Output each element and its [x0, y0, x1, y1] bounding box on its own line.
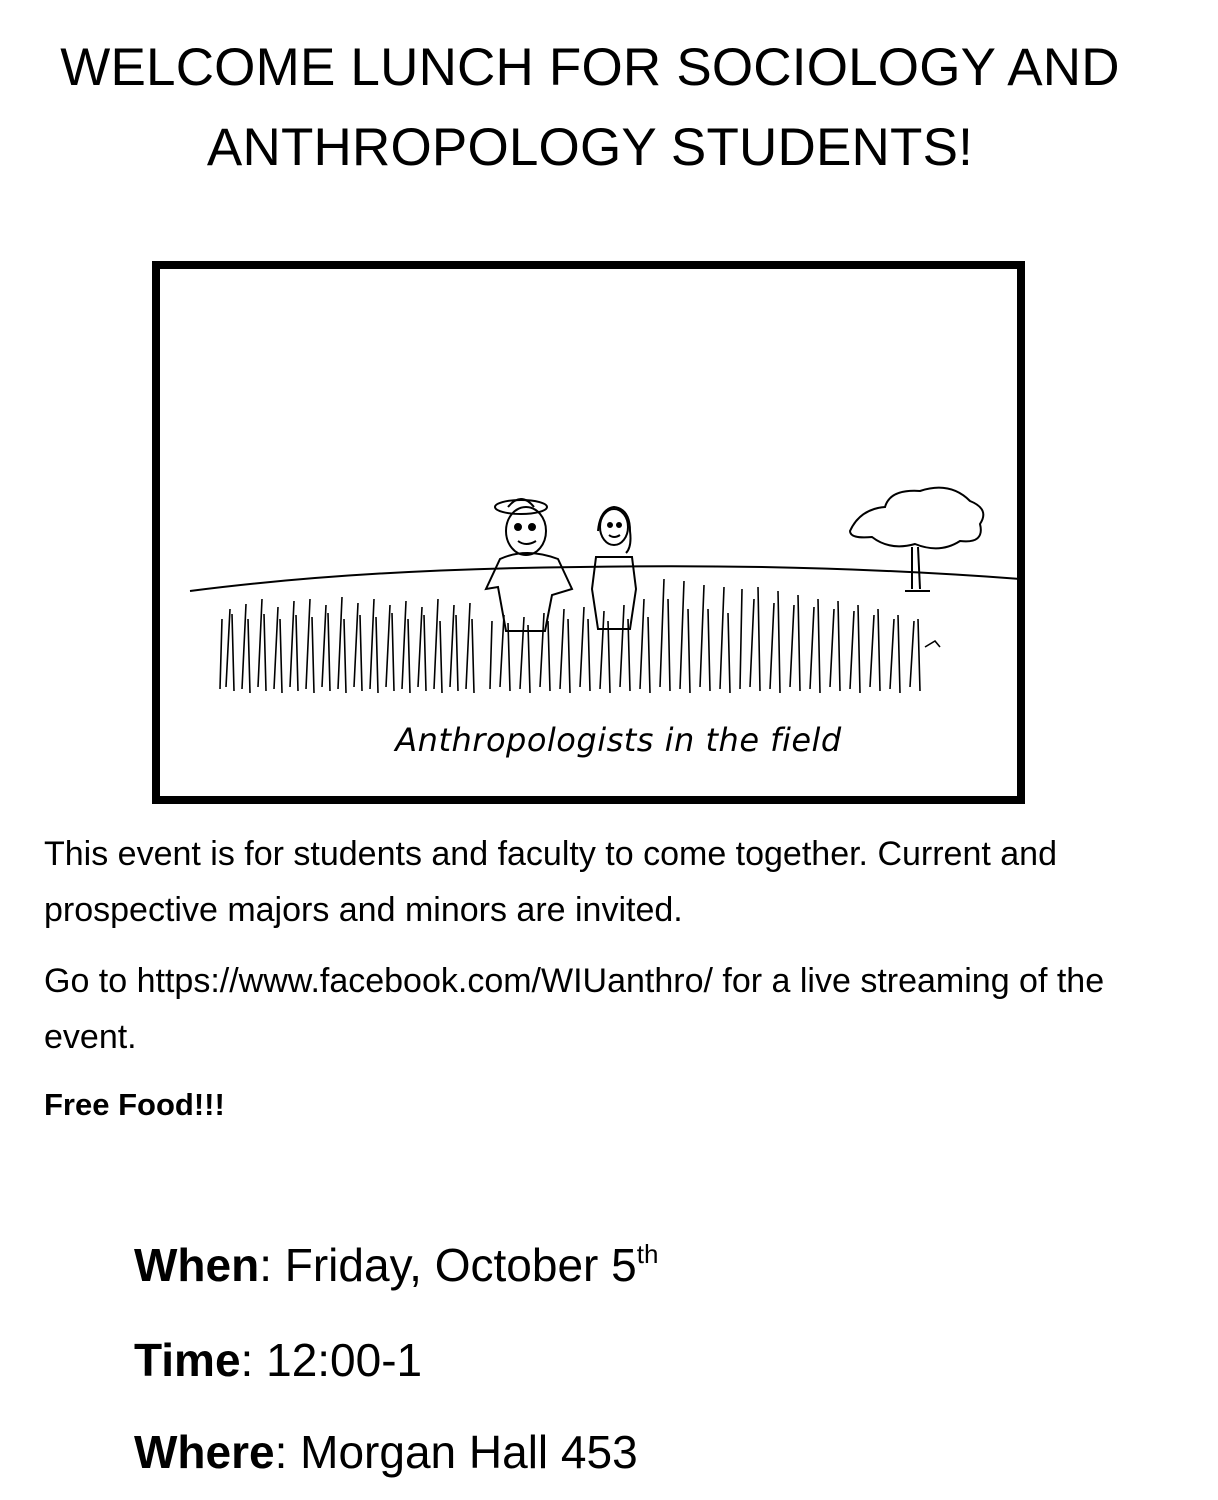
anthropologist-woman-drawing	[592, 507, 636, 629]
time-label: Time	[134, 1334, 241, 1386]
cartoon-illustration	[152, 261, 1025, 804]
anthropologist-man-drawing	[486, 499, 572, 631]
time-value: 12:00-1	[266, 1334, 423, 1386]
when-value: Friday, October 5	[284, 1239, 637, 1291]
grass-drawing	[220, 579, 940, 693]
cartoon-drawing	[160, 269, 1017, 796]
livestream-note: Go to https://www.facebook.com/WIUanthro/ for a live streaming of the event.	[44, 962, 1105, 1056]
event-where: Where: Morgan Hall 453	[134, 1426, 638, 1478]
title-line-2: ANTHROPOLOGY STUDENTS!	[206, 118, 974, 177]
when-suffix: th	[636, 1239, 659, 1269]
free-food-note: Free Food!!!	[44, 1087, 225, 1122]
event-time: Time: 12:00-1	[134, 1334, 423, 1386]
where-label: Where	[134, 1426, 275, 1478]
title-line-1: WELCOME LUNCH FOR SOCIOLOGY AND	[60, 38, 1120, 97]
flyer-title	[0, 28, 1180, 188]
event-description: This event is for students and faculty to come together. Current and prospective majors and minors are invited.	[44, 835, 1057, 929]
cartoon-caption: Anthropologists in the field	[395, 721, 842, 759]
when-label: When	[134, 1239, 260, 1291]
event-when: When: Friday, October 5th	[134, 1239, 659, 1291]
where-value: Morgan Hall 453	[300, 1426, 638, 1478]
